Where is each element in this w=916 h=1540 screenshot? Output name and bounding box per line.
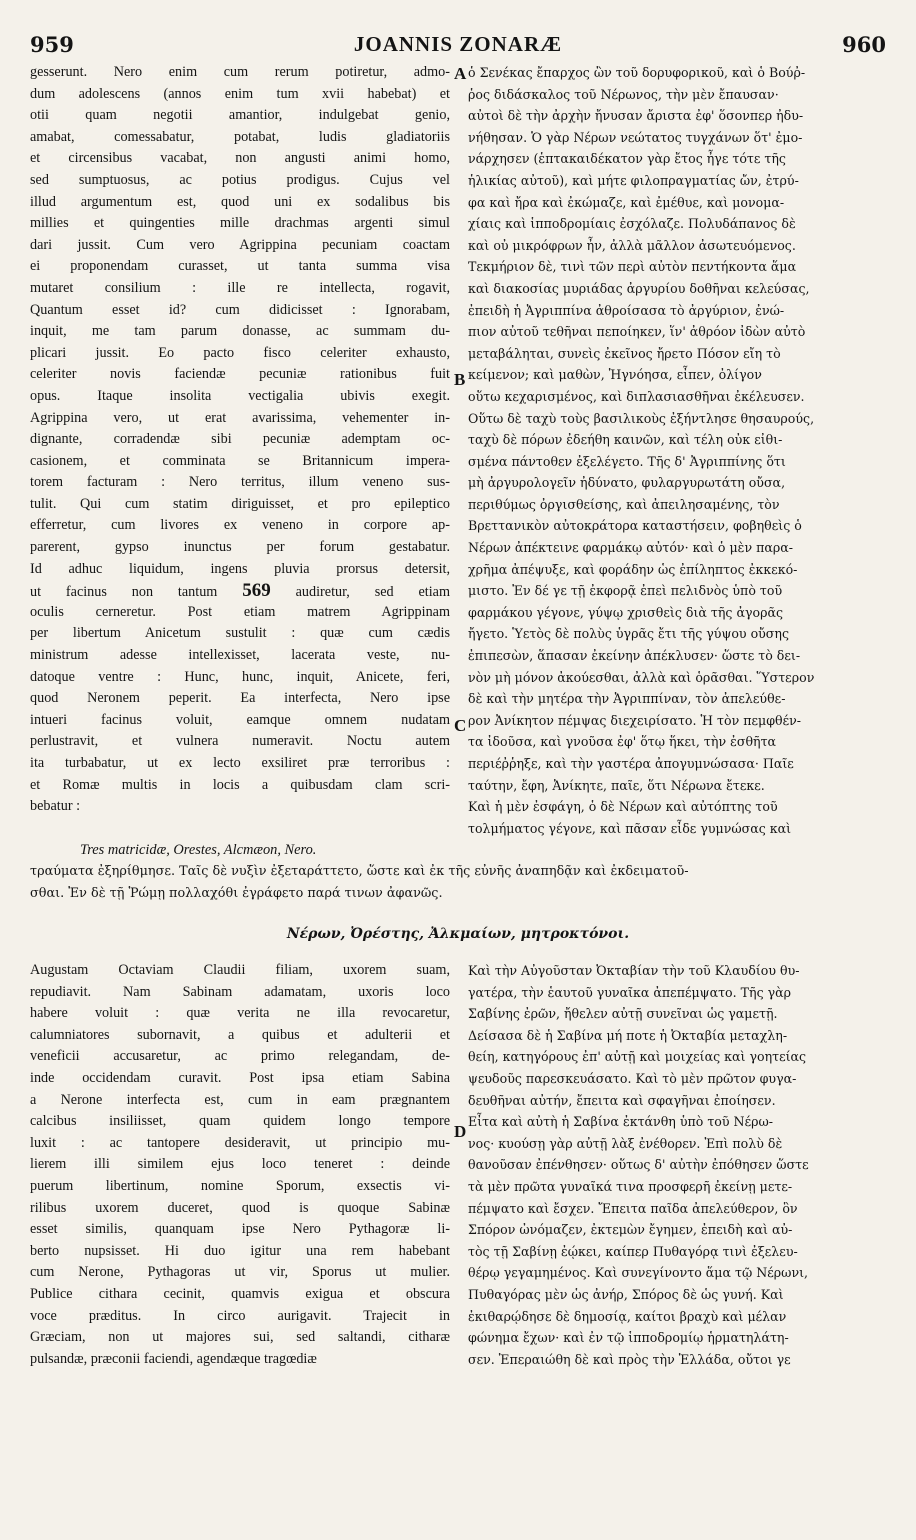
text-line: τὰ μὲν πρῶτα γυναῖκά τινα προσφερῆ ἐκείνῃ μετε- <box>468 1178 793 1194</box>
text-line: plicari jussit. Eo pacto fisco celeriter exhausto, <box>30 344 450 361</box>
text-line: mutaret consilium : ille re intellecta, rogavit, <box>30 279 450 296</box>
text-line: πέμψατο καὶ ἔσχεν. Ἔπειτα παῖδα ἀπελεύθερον, ὃν <box>468 1200 798 1216</box>
margin-marker-d: D <box>454 1122 467 1141</box>
text-line: δευθῆναι αὐτήν, ἔπειτα καὶ σφαγῆναι ἐποίησεν. <box>468 1092 776 1108</box>
text-line: repudiavit. Nam Sabinam adamatam, uxoris loco <box>30 983 450 1000</box>
text-line: φαρμάκου γέγονε, γύψῳ χρισθεὶς διὰ τῆς ἀγορᾶς <box>468 604 784 620</box>
margin-marker-c: C <box>454 716 467 735</box>
text-line: νὸν μὴ μόνον ἀκούεσθαι, ἀλλὰ καὶ ὁρᾶσθαι. Ὕστερον <box>468 669 815 685</box>
page-number-left: 959 <box>30 32 74 57</box>
margin-marker-b: B <box>454 370 466 389</box>
text-line: ἐπιπεσὼν, ἅπασαν ἐκείνην ἀπέκλυσεν· ὥστε τὸ δει- <box>468 648 801 664</box>
greek-full-width-line-1: τραύματα ἐξηρίθμησε. Ταῖς δὲ νυξὶν ἐξεταράττετο, ὥστε καὶ ἐκ τῆς εὐνῆς ἀναπηδᾷν καὶ ἐκδειματοῦ- <box>30 864 689 879</box>
text-line: sed sumptuosus, ac potius prodigus. Cujus vel <box>30 171 450 188</box>
text-line: φώνημα ἔχων· καὶ ἐν τῷ ἱπποδρομίῳ ἡρματηλάτη- <box>468 1330 789 1346</box>
text-line: efferretur, cum livores ex veneno in corpore ap- <box>30 517 450 534</box>
text-line: αὐτοὶ δὲ τὴν ἀρχὴν ἤνυσαν ἄριστα ἐφ' ὅσονπερ ἠδυ- <box>468 108 804 124</box>
text-line: ministrum adesse intellexisset, lacerata veste, nu- <box>30 647 450 664</box>
text-line: calcibus insiliisset, quam quidem longo tempore <box>30 1113 450 1130</box>
text-line: ei proponendam curasset, ut tanta summa visa <box>30 258 450 275</box>
text-line: νάρχησεν (ἑπτακαιδέκατον γὰρ ἔτος ἦγε τότε τῆς <box>468 151 786 167</box>
text-line: Τεκμήριον δὲ, τινὶ τῶν περὶ αὐτὸν πεντήκοντα ἅμα <box>468 259 797 275</box>
text-line: Publice cithara cecinit, quamvis exigua et obscura <box>30 1285 450 1302</box>
text-line: θανοῦσαν ἐπένθησεν· οὕτως δ' αὐτὴν ἐπόθησεν ὥστε <box>468 1157 809 1173</box>
text-line: tulit. Qui cum statim diriguisset, et pro epileptico <box>30 495 450 512</box>
latin-verse-line: Tres matricidæ, Orestes, Alcmæon, Nero. <box>80 842 317 858</box>
greek-column-lower <box>468 960 886 1370</box>
text-line: ἐκιθαρῴδησε δὲ δημοσίᾳ, καίτοι βραχὺ καὶ μέλαν <box>468 1308 787 1324</box>
text-line: parerent, gypso inunctus per forum gestabatur. <box>30 539 450 556</box>
inline-page-number: 569 <box>242 580 271 602</box>
text-line: καὶ οὐ μικρόφρων ἦν, ἀλλὰ μᾶλλον ἀσωτευόμενος. <box>468 237 796 253</box>
text-line: Νέρων ἀπέκτεινε φαρμάκῳ αὐτόν· καὶ ὁ μὲν παρα- <box>468 540 794 556</box>
text-line: ἐπειδὴ ἡ Ἀγριππίνα ἀθροίσασα τὸ ἀργύριον, ἐνώ- <box>468 302 785 318</box>
text-line: dignante, corradendæ sibi pecuniæ ademptam oc- <box>30 431 450 448</box>
text-line: θείη, κατηγόρους ἐπ' αὐτῇ καὶ μοιχείας καὶ γοητείας <box>468 1049 807 1065</box>
running-title: JOANNIS ZONARÆ <box>353 32 563 56</box>
text-line: ρον Ἀνίκητον πέμψας διεχειρίσατο. Ἡ τὸν πεμφθέν- <box>468 712 802 728</box>
text-line: oculis cerneretur. Post etiam matrem Agrippinam <box>30 603 450 620</box>
text-line: φα καὶ ἤρα καὶ ἐκώμαζε, καὶ ἐμέθυε, καὶ μονομα- <box>468 194 785 210</box>
text-line-part: ut facinus non tantum <box>30 584 218 601</box>
text-line: τολμήματος γέγονε, καὶ πᾶσαν εἶδε γυμνώσας καὶ <box>468 820 792 836</box>
text-line: quod Neronem peperit. Ea interfecta, Nero ipse <box>30 690 450 707</box>
text-line: περιθύμως ὀργισθείσης, καὶ ἀπειλησαμένης, τὸν <box>468 496 780 512</box>
text-line: Βρεττανικὸν αὐτοκράτορα καταστήσειν, φοβηθεὶς ὁ <box>468 518 802 534</box>
text-line: Agrippina vero, ut erat avarissima, vehementer in- <box>30 409 450 426</box>
text-line: et circensibus vacabat, non angusti animi homo, <box>30 150 450 167</box>
text-line: Εἶτα καὶ αὐτὴ ἡ Σαβίνα ἐκτάνθη ὑπὸ τοῦ Νέρω- <box>468 1114 774 1130</box>
text-line: habere voluit : quæ verita ne illa revocaretur, <box>30 1005 450 1022</box>
page-header <box>30 26 886 56</box>
text-line: ταχὺ δὲ πόρων ἐδεήθη καινῶν, καὶ τέλη οὐκ εἰθι- <box>468 432 783 448</box>
text-line: χίαις καὶ ἱπποδρομίαις ἐσχόλαζε. Πολυδάπανος δὲ <box>468 216 796 232</box>
text-line: ἡλικίας αὐτοῦ), καὶ μήτε φιλοπραγματίας ὤν, ἐτρύ- <box>468 172 799 188</box>
text-line: illud argumentum est, quod uni ex sodalibus bis <box>30 193 450 210</box>
text-line: millies et quingenties mille drachmas argenti simul <box>30 215 450 232</box>
text-line: ῥος διδάσκαλος τοῦ Νέρωνος, τὴν μὲν ἔπαυσαν· <box>468 86 779 102</box>
text-line: puerum libertinum, nomine Sporum, exsectis vi- <box>30 1177 450 1194</box>
text-line <box>30 580 450 602</box>
text-line: τα ἰδοῦσα, καὶ γνοῦσα ἐφ' ὅτῳ ἥκει, τὴν ἐσθῆτα <box>468 734 777 750</box>
text-line-part: audiretur, sed etiam <box>295 584 450 601</box>
text-line: intueri facinus voluit, eamque omnem nudatam <box>30 711 450 728</box>
text-line: Σαβίνης ἐρῶν, ἤθελεν αὐτῇ συνεῖναι ὡς γαμετῇ. <box>468 1006 778 1022</box>
text-line: berto nupsisset. Hi duo igitur una rem habebant <box>30 1242 450 1259</box>
text-line: lierem illi similem ejus loco teneret : deinde <box>30 1156 450 1173</box>
text-line: inde occidendam curavit. Post ipsa etiam Sabina <box>30 1069 450 1086</box>
text-line: ὁ Σενέκας ἔπαρχος ὢν τοῦ δορυφορικοῦ, καὶ ὁ Βούῤ- <box>468 65 806 80</box>
text-line: κείμενον; καὶ μαθὼν, Ἠγνόησα, εἶπεν, ὀλίγον <box>468 367 762 383</box>
text-line: Σπόρον ὠνόμαζεν, ἐκτεμὼν ἔγημεν, ἐπειδὴ καὶ αὐ- <box>468 1222 793 1238</box>
text-line: Quantum esset id? cum didicisset : Ignorabam, <box>30 301 450 318</box>
text-line: otii quam negotii amantior, indulgebat genio, <box>30 107 450 124</box>
text-line: Græciam, non ut majores sui, sed saltandi, citharæ <box>30 1329 450 1346</box>
text-line: μὴ ἀργυρολογεῖν ἠδύνατο, φυλαργυρωτάτη οὔσα, <box>468 475 786 491</box>
greek-verse-heading: Νέρων, Ὀρέστης, Ἀλκμαίων, μητροκτόνοι. <box>286 926 630 942</box>
text-line: Augustam Octaviam Claudii filiam, uxorem suam, <box>30 962 450 978</box>
text-line: perlustravit, et vulnera numeravit. Noctu autem <box>30 733 450 750</box>
text-line: ψευδοῦς παρεσκευάσατο. Καὶ τὸ μὲν πρῶτον φυγα- <box>468 1070 797 1086</box>
text-line: τὸς τῇ Σαβίνῃ ἐῴκει, καίπερ Πυθαγόρᾳ τινὶ ἐξελευ- <box>468 1243 798 1259</box>
text-line: πιον αὐτοῦ τεθῆναι πεποίηκεν, ἵν' ἀθρόον ἰδὼν αὐτὸ <box>468 324 806 340</box>
text-line: καὶ διακοσίας μυριάδας ἀργυρίου δοθῆναι κελεύσας, <box>468 280 810 296</box>
text-line: χρῆμα ἀπέψυξε, καὶ φοράδην ὡς ἐπίληπτος ἐκκεκό- <box>468 561 798 577</box>
text-line: rilibus uxorem duceret, quod is quoque Sabinæ <box>30 1199 450 1216</box>
text-line: a Nerone interfecta est, cum in eam prægnantem <box>30 1091 450 1108</box>
text-line: cum Nerone, Pythagoras ut vir, Sporus ut mulier. <box>30 1264 450 1281</box>
text-line: θέρῳ γεγαμημένος. Καὶ συνεγίνοντο ἅμα τῷ Νέρωνι, <box>468 1265 809 1281</box>
text-line: dari jussit. Cum vero Agrippina pecuniam coactam <box>30 236 450 253</box>
text-line: amabat, comessabatur, potabat, ludis gladiatoriis <box>30 128 450 145</box>
text-line: et Romæ multis in locis a quibusdam clam scri- <box>30 776 450 793</box>
text-line: ἤγετο. Ὑετὸς δὲ πολὺς ὑγρᾶς ἔτι τῆς γύψου οὔσης <box>468 626 790 642</box>
text-line: luxit : ac tantopere desideravit, ut principio mu- <box>30 1134 450 1151</box>
text-line: νήθησαν. Ὁ γὰρ Νέρων νεώτατος τυγχάνων ὅτ' ἐμο- <box>468 129 803 145</box>
latin-column-upper <box>30 62 450 818</box>
text-line: veneficii accusaretur, ac primo relegandam, de- <box>30 1048 450 1065</box>
text-line: torem facturam : Nero territus, illum veneno sus- <box>30 474 450 491</box>
text-line: δὲ καὶ τὴν μητέρα τὴν Ἀγριππίναν, τὸν ἀπελεύθε- <box>468 691 786 707</box>
text-line: ταύτην, ἔφη, Ἀνίκητε, παῖε, ὅτι Νέρωνα ἔτεκε. <box>468 777 765 793</box>
latin-column-lower <box>30 960 450 1370</box>
greek-column-upper <box>468 62 886 839</box>
text-line: dum adolescens (annos enim tum xvii habebat) et <box>30 85 450 102</box>
text-line: σμένα πάντοθεν ἐξελέγετο. Τῆς δ' Ἀγριππίνης ὅτι <box>468 453 786 469</box>
text-line: Καὶ ἡ μὲν ἐσφάγη, ὁ δὲ Νέρων καὶ αὐτόπτης τοῦ <box>468 799 778 815</box>
text-line: voce præditus. In circo aurigavit. Trajecit in <box>30 1307 450 1324</box>
margin-marker-a: A <box>454 64 467 83</box>
text-line: μεταβάληται, συνεὶς ἐκεῖνος ἤρετο Πόσον εἴη τὸ <box>468 345 781 361</box>
text-line: gesserunt. Nero enim cum rerum potiretur, admo- <box>30 64 450 80</box>
text-line: pulsandæ, præconii faciendi, agendæque tragœdiæ <box>30 1350 317 1367</box>
text-line: opus. Itaque insolita vectigalia ubivis exegit. <box>30 387 450 404</box>
text-line: esset similis, quanquam ipse Nero Pythagoræ li- <box>30 1221 450 1238</box>
text-line: casionem, et comminata se Britannicum impera- <box>30 452 450 469</box>
text-line: σεν. Ἐπεραιώθη δὲ καὶ πρὸς τὴν Ἑλλάδα, οὔτοι γε <box>468 1351 791 1367</box>
greek-full-width-line-2: σθαι. Ἐν δὲ τῇ Ῥώμῃ πολλαχόθι ἐγράφετο παρά τινων ἀφανῶς. <box>30 886 443 901</box>
text-line: ita turbabatur, ut ex lecto exsiliret præ terroribus : <box>30 755 450 771</box>
text-line: Καὶ τὴν Αὐγοῦσταν Ὀκταβίαν τὴν τοῦ Κλαυδίου θυ- <box>468 963 800 978</box>
text-line: Id adhuc liquidum, ingens pluvia prorsus detersit, <box>30 560 450 577</box>
text-line: datoque ventre : Hunc, hunc, inquit, Anicete, feri, <box>30 668 450 685</box>
text-line: celeriter novis faciendæ pecuniæ rationibus fuit <box>30 366 450 383</box>
text-line: οὕτω κεχαρισμένος, καὶ διπλασιασθῆναι ἐκέλευσεν. <box>468 388 805 404</box>
text-line: Δείσασα δὲ ἡ Σαβίνα μή ποτε ἡ Ὀκταβία μεταχλη- <box>468 1027 788 1043</box>
text-line: νος· κυούσῃ γὰρ αὐτῇ λὰξ ἐνέθορεν. Ἐπὶ πολὺ δὲ <box>468 1135 783 1151</box>
text-line: Οὕτω δὲ ταχὺ τοὺς βασιλικοὺς ἐξήντλησε θησαυρούς, <box>468 410 815 426</box>
text-line: per libertum Anicetum sustulit : quæ cum cædis <box>30 625 450 642</box>
text-line: μιστο. Ἐν δέ γε τῇ ἐκφορᾷ ἐπεὶ πελιδνὸς ὑπὸ τοῦ <box>468 583 783 599</box>
text-line: bebatur : <box>30 798 81 815</box>
text-line: περιέῤῥηξε, καὶ τὴν γαστέρα ἀπογυμνώσασα· Παῖε <box>468 756 794 771</box>
page-number-right: 960 <box>842 32 886 57</box>
text-line: γατέρα, τὴν ἑαυτοῦ γυναῖκα ἀπεπέμψατο. Τῆς γὰρ <box>468 984 792 1000</box>
text-line: Πυθαγόρας μὲν ὡς ἀνήρ, Σπόρος δὲ ὡς γυνή. Καὶ <box>468 1286 784 1302</box>
text-line: inquit, me tam parum donasse, ac summam du- <box>30 323 450 340</box>
text-line: calumniatores subornavit, a quibus et adulterii et <box>30 1026 450 1043</box>
